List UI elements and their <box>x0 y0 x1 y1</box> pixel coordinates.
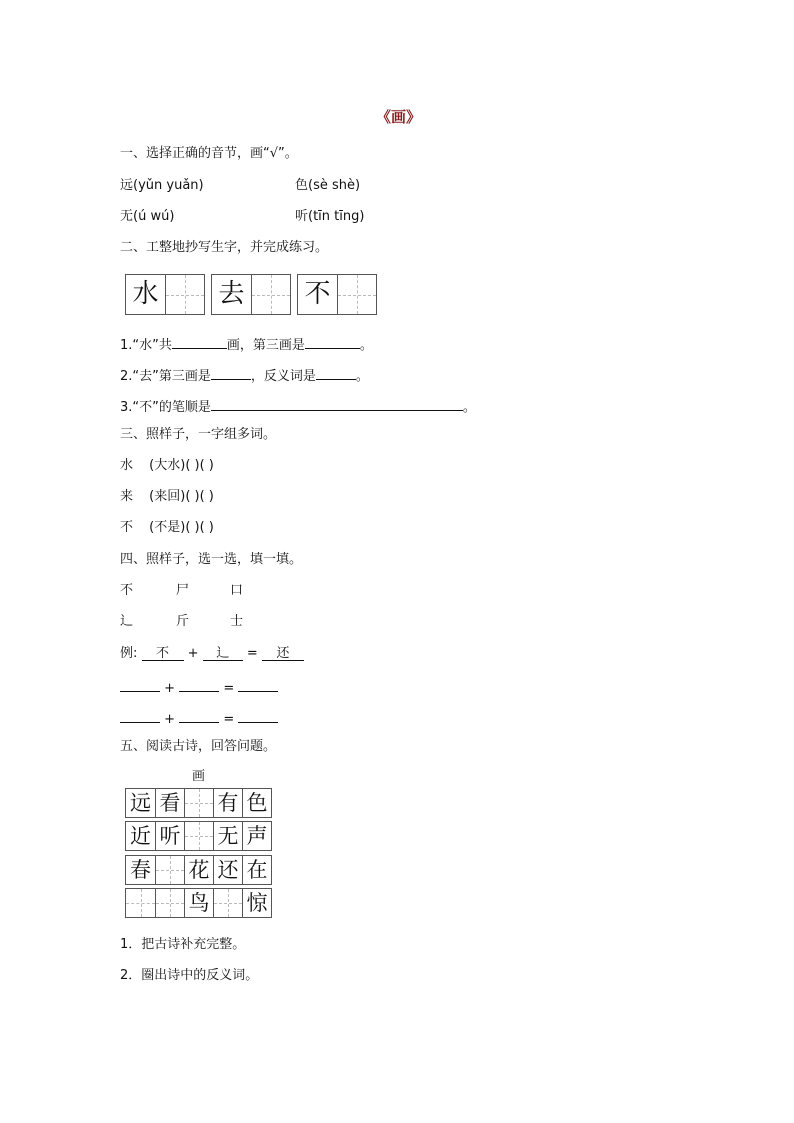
poem-cell: 看 <box>155 789 184 817</box>
section2-heading: 二、工整地抄写生字，并完成练习。 <box>120 240 329 255</box>
poem-cell: 远 <box>130 791 151 815</box>
section4-heading: 四、照样子，选一选，填一填。 <box>120 552 303 567</box>
poem-cell-blank[interactable] <box>184 789 213 817</box>
pinyin-item <box>120 179 204 192</box>
poem-row <box>125 855 272 885</box>
word-blank[interactable]: ( ) <box>199 489 214 504</box>
answer-blank[interactable] <box>120 678 160 692</box>
grid-cell-empty[interactable] <box>165 275 204 314</box>
part-item: 口 <box>230 583 244 598</box>
grid-cell-char: 去 <box>218 279 245 309</box>
grid-cell-empty[interactable] <box>251 275 290 314</box>
poem-cell-blank[interactable] <box>155 856 184 884</box>
answer-blank[interactable] <box>172 335 227 349</box>
answer-blank[interactable] <box>316 366 356 380</box>
answer-blank[interactable] <box>211 366 251 380</box>
answer-blank[interactable] <box>179 678 219 692</box>
question-5-2: 2．圈出诗中的反义词。 <box>120 968 259 983</box>
question-5-1: 1．把古诗补充完整。 <box>120 937 246 952</box>
pinyin-item <box>295 210 364 223</box>
question-2-3: 3.“不”的笔顺是 。 <box>120 397 476 414</box>
grid-cell-char: 不 <box>304 279 331 309</box>
question-2-2: 2.“去”第三画是 ，反义词是 。 <box>120 366 369 383</box>
pinyin-char: 听 <box>295 209 309 224</box>
writing-grid <box>211 274 291 315</box>
word-blank[interactable]: ( ) <box>185 520 200 535</box>
pinyin-options: (ú wú) <box>133 209 175 224</box>
writing-grid <box>125 274 205 315</box>
answer-blank[interactable] <box>179 709 219 723</box>
pinyin-options: (sè shè) <box>308 178 361 193</box>
word-row: 水 (大水)( )( ) <box>120 458 214 473</box>
poem-row <box>125 788 272 818</box>
word-blank[interactable]: ( ) <box>199 520 214 535</box>
poem-cell: 无 <box>213 822 242 850</box>
pinyin-item <box>295 179 360 192</box>
poem-cell: 春 <box>130 858 151 882</box>
poem-row <box>125 888 272 918</box>
page-title: 《画》 <box>376 108 422 126</box>
answer-blank[interactable] <box>120 709 160 723</box>
writing-grid <box>297 274 377 315</box>
grid-cell-char: 水 <box>132 279 159 309</box>
answer-blank[interactable] <box>238 709 278 723</box>
poem-cell: 有 <box>213 789 242 817</box>
answer-blank[interactable] <box>238 678 278 692</box>
pinyin-char: 远 <box>120 178 134 193</box>
part-item: 士 <box>230 614 244 629</box>
poem-cell: 近 <box>130 824 151 848</box>
word-blank[interactable]: ( ) <box>199 458 214 473</box>
section5-heading: 五、阅读古诗，回答问题。 <box>120 739 277 754</box>
pinyin-options: (tīn tīng) <box>308 209 365 224</box>
poem-cell: 声 <box>242 822 271 850</box>
poem-cell-blank[interactable] <box>155 889 184 917</box>
word-row: 来 (来回)( )( ) <box>120 489 214 504</box>
poem-cell: 惊 <box>242 889 271 917</box>
poem-row <box>125 821 272 851</box>
poem-cell-blank[interactable] <box>126 889 155 917</box>
section3-heading: 三、照样子，一字组多词。 <box>120 427 277 442</box>
word-blank[interactable]: ( ) <box>185 458 200 473</box>
pinyin-char: 无 <box>120 209 134 224</box>
word-blank[interactable]: ( ) <box>185 489 200 504</box>
pinyin-options: (yǔn yuǎn) <box>133 178 204 193</box>
answer-blank[interactable] <box>211 397 463 411</box>
poem-cell: 还 <box>213 856 242 884</box>
equation-row: + = <box>120 678 278 695</box>
question-2-1: 1.“水”共 画，第三画是 。 <box>120 335 373 352</box>
answer-blank[interactable] <box>305 335 360 349</box>
poem-cell: 在 <box>242 856 271 884</box>
word-row: 不 (不是)( )( ) <box>120 520 214 535</box>
part-item: 不 <box>120 583 134 598</box>
poem-cell-blank[interactable] <box>213 889 242 917</box>
poem-cell: 鸟 <box>184 889 213 917</box>
poem-cell-blank[interactable] <box>184 822 213 850</box>
pinyin-char: 色 <box>295 178 309 193</box>
poem-cell: 花 <box>184 856 213 884</box>
poem-cell: 色 <box>242 789 271 817</box>
section1-heading: 一、选择正确的音节，画“√”。 <box>120 146 298 161</box>
part-item: 辶 <box>120 614 134 629</box>
example-equation: 例: 不 + 辶 = 还 <box>120 647 304 661</box>
equation-row: + = <box>120 709 278 726</box>
poem-title: 画 <box>192 769 206 784</box>
grid-cell-empty[interactable] <box>337 275 376 314</box>
poem-cell: 听 <box>155 822 184 850</box>
part-item: 尸 <box>176 583 190 598</box>
pinyin-item <box>120 210 174 223</box>
part-item: 斤 <box>176 614 190 629</box>
